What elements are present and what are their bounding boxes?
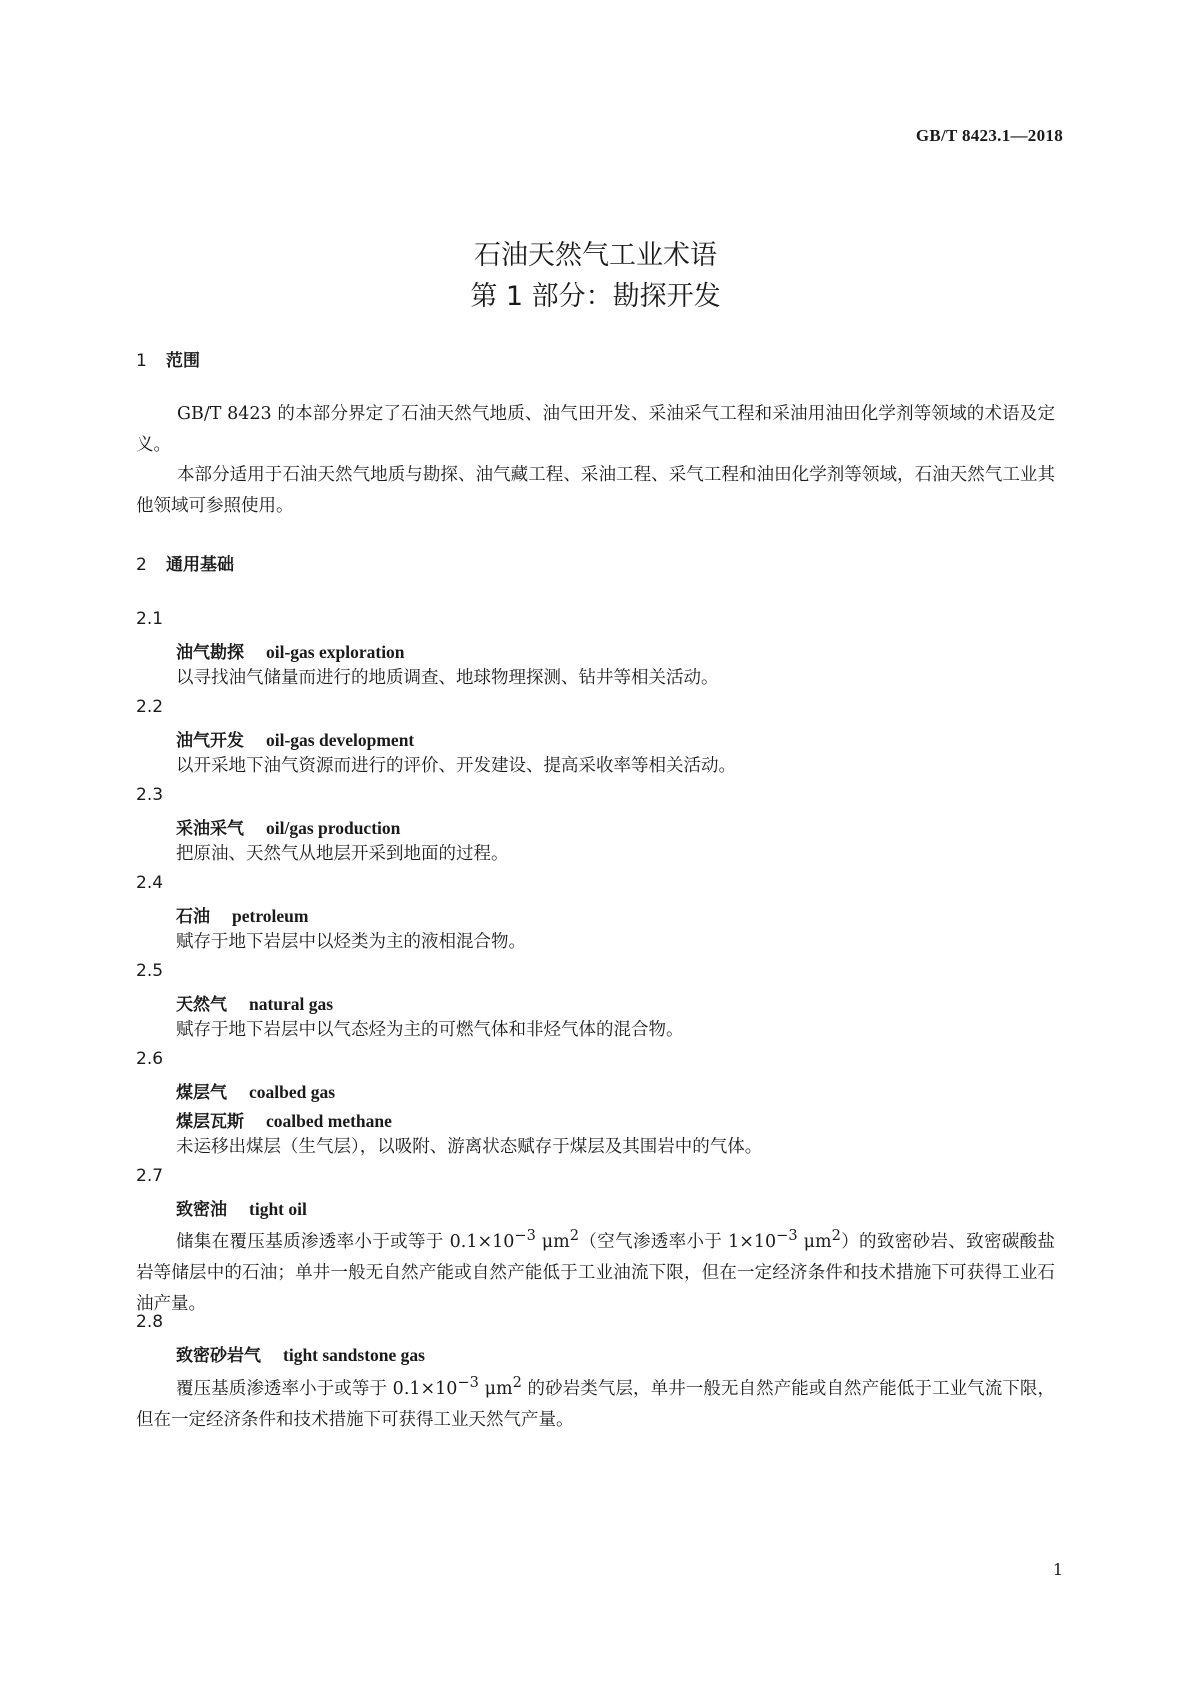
exponent: 2: [569, 1227, 580, 1244]
term-chinese: 煤层瓦斯: [176, 1112, 244, 1132]
term-chinese: 致密油: [176, 1200, 227, 1220]
paragraph: 本部分适用于石油天然气地质与勘探、油气藏工程、采油工程、采气工程和油田化学剂等领域，石油天然气工业其他领域可参照使用。: [136, 465, 1055, 516]
term: [176, 990, 333, 1015]
document-title: 石油天然气工业术语: [474, 240, 717, 271]
exponent: −3: [514, 1227, 536, 1244]
document-subtitle: 第 1 部分：勘探开发: [470, 281, 721, 312]
definition-text: μm: [797, 1231, 832, 1252]
term: [176, 814, 400, 839]
exponent: 2: [512, 1374, 522, 1391]
section-title: 范围: [166, 351, 200, 371]
definition-text: ）的致密砂岩、致密碳酸盐岩等储层中的石油；单井一般无自然产能或自然产能低于工业油流下限，但在一定经济条件和技术措施下可获得工业石油产量。: [136, 1231, 1056, 1314]
term: [176, 902, 308, 927]
section-heading: [136, 550, 234, 575]
term-synonym: [176, 1107, 392, 1132]
section-heading: [136, 346, 200, 371]
definition-text: （空气渗透率小于 1×10: [579, 1231, 777, 1252]
entry-number: 2.5: [136, 961, 164, 981]
term-english: coalbed methane: [266, 1111, 392, 1131]
term-english: tight oil: [249, 1199, 307, 1219]
term-english: oil-gas exploration: [266, 642, 405, 662]
term-chinese: 天然气: [176, 995, 227, 1015]
term-english: oil-gas development: [266, 730, 415, 750]
term-english: petroleum: [232, 906, 309, 926]
definition-text: 的砂岩类气层，单井一般无自然产能或自然产能低于工业气流下限，但在一定经济条件和技术措施下可获得工业天然气产量。: [136, 1378, 1056, 1430]
term: [176, 726, 414, 751]
term-english: natural gas: [249, 994, 334, 1014]
term: [176, 1078, 335, 1103]
paragraph: GB/T 8423 的本部分界定了石油天然气地质、油气田开发、采油采气工程和采油用油田化学剂等领域的术语及定义。: [136, 404, 1055, 455]
term-chinese: 油气开发: [176, 731, 244, 751]
definition-text: 覆压基质渗透率小于或等于 0.1×10: [176, 1378, 458, 1399]
term: [176, 1341, 425, 1366]
term-chinese: 石油: [176, 907, 210, 927]
entry-number: 2.6: [136, 1049, 164, 1069]
definition: 以开采地下油气资源而进行的评价、开发建设、提高采收率等相关活动。: [176, 756, 736, 776]
page-number: 1: [1052, 1560, 1063, 1579]
definition: [136, 1220, 1055, 1320]
entry-number: 2.1: [136, 609, 164, 629]
definition-text: 储集在覆压基质渗透率小于或等于 0.1×10: [176, 1231, 515, 1252]
entry-number: 2.3: [136, 785, 164, 805]
definition: [136, 1367, 1055, 1436]
definition: 未运移出煤层（生气层），以吸附、游离状态赋存于煤层及其围岩中的气体。: [176, 1137, 763, 1157]
section-number: 2: [136, 555, 147, 575]
term-chinese: 致密砂岩气: [176, 1346, 261, 1366]
section-title: 通用基础: [166, 555, 234, 575]
term-chinese: 油气勘探: [176, 643, 244, 663]
term: [176, 1195, 307, 1220]
exponent: −3: [776, 1227, 798, 1244]
term-english: tight sandstone gas: [283, 1345, 425, 1365]
definition: 把原油、天然气从地层开采到地面的过程。: [176, 844, 509, 864]
entry-number: 2.7: [136, 1166, 164, 1186]
term: [176, 638, 405, 663]
entry-number: 2.8: [136, 1312, 164, 1332]
definition: 赋存于地下岩层中以烃类为主的液相混合物。: [176, 932, 526, 952]
definition: 赋存于地下岩层中以气态烃为主的可燃气体和非烃气体的混合物。: [176, 1020, 684, 1040]
definition-text: μm: [535, 1231, 570, 1252]
exponent: 2: [831, 1227, 841, 1244]
definition: 以寻找油气储量而进行的地质调查、地球物理探测、钻井等相关活动。: [176, 668, 719, 688]
entry-number: 2.2: [136, 697, 164, 717]
section-number: 1: [136, 351, 147, 371]
standard-number: GB/T 8423.1—2018: [915, 126, 1063, 145]
definition-text: μm: [478, 1378, 513, 1399]
term-english: coalbed gas: [249, 1082, 336, 1102]
entry-number: 2.4: [136, 873, 164, 893]
term-english: oil/gas production: [266, 818, 401, 838]
term-chinese: 煤层气: [176, 1083, 227, 1103]
exponent: −3: [457, 1374, 479, 1391]
term-chinese: 采油采气: [176, 819, 244, 839]
